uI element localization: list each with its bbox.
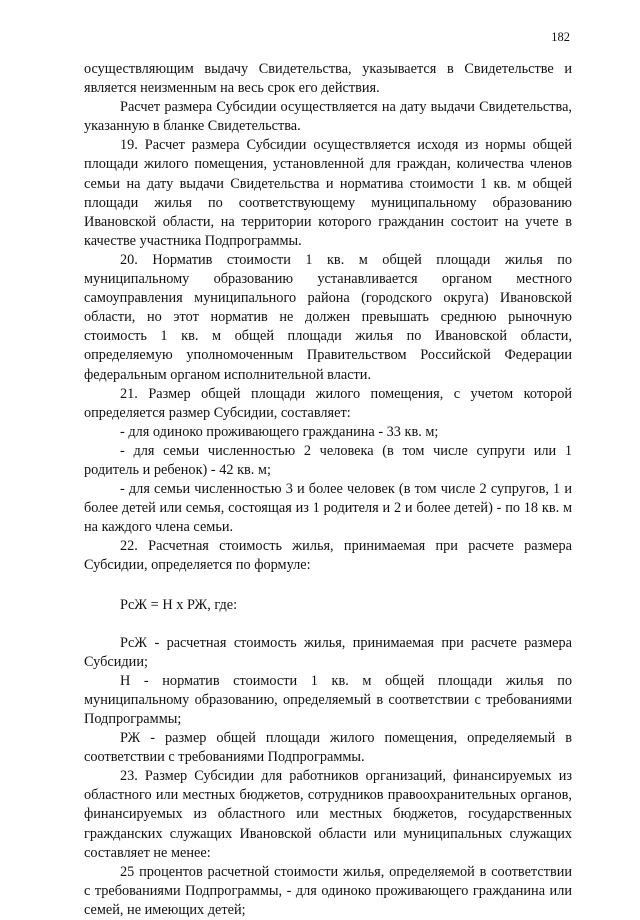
paragraph-19: 19. Расчет размера Субсидии осуществляется исходя из нормы общей площади жилого помещения, установленной для граждан, количества членов семьи на дату выдачи Свидетельства и норматива стоимости 1 кв. м общей площади жилья по соответствующему муниципальному образованию Ивановской области, на территории которого гражданин состоит на учете в качестве участника Подпрограммы. — [84, 137, 572, 249]
paragraph-25-percent: 25 процентов расчетной стоимости жилья, определяемой в соответствии с требованиями Подпрограммы, - для одиноко проживающего гражданина или семей, не имеющих детей; — [84, 863, 572, 918]
paragraph-calc-date: Расчет размера Субсидии осуществляется на дату выдачи Свидетельства, указанную в бланке Свидетельства. — [84, 99, 572, 135]
document-body — [84, 60, 572, 920]
list-item-two-persons: - для семьи численностью 2 человека (в том числе супруги или 1 родитель и ребенок) - 42 кв. м; — [84, 442, 572, 478]
paragraph-21: 21. Размер общей площади жилого помещения, с учетом которой определяется размер Субсидии, составляет: — [84, 385, 572, 421]
formula: РсЖ = Н х РЖ, где: — [120, 596, 238, 613]
definition-n: Н - норматив стоимости 1 кв. м общей площади жилья по муниципальному образованию, определяемый в соответствии с требованиями Подпрограммы; — [84, 672, 572, 727]
paragraph-continuation: осуществляющим выдачу Свидетельства, указывается в Свидетельстве и является неизменным на весь срок его действия. — [84, 61, 572, 97]
paragraph-22: 22. Расчетная стоимость жилья, принимаемая при расчете размера Субсидии, определяется по формуле: — [84, 538, 572, 574]
page-number: 182 — [551, 30, 570, 44]
list-item-three-plus: - для семьи численностью 3 и более человек (в том числе 2 супругов, 1 и более детей или семья, состоящая из 1 родителя и 2 и более детей) - по 18 кв. м на каждого члена семьи. — [84, 481, 572, 536]
paragraph-23: 23. Размер Субсидии для работников организаций, финансируемых из областного или местных бюджетов, сотрудников правоохранительных органов, финансируемых из областного или местных бюджетов, государственных гражданских служащих Ивановской области или муниципальных служащих составляет не менее: — [84, 768, 572, 861]
list-item-single: - для одиноко проживающего гражданина - 33 кв. м; — [120, 423, 439, 440]
paragraph-20: 20. Норматив стоимости 1 кв. м общей площади жилья по муниципальному образованию устанавливается органом местного самоуправления муниципального района (городского округа) Ивановской области, но этот норматив не должен превышать среднюю рыночную стоимость 1 кв. м общей площади жилья по Ивановской области, определяемую уполномоченным Правительством Российской Федерации федеральным органом исполнительной власти. — [84, 251, 572, 383]
definition-rszh: РсЖ - расчетная стоимость жилья, принимаемая при расчете размера Субсидии; — [84, 634, 572, 670]
definition-rzh: РЖ - размер общей площади жилого помещения, определяемый в соответствии с требованиями Подпрограммы. — [84, 730, 572, 766]
